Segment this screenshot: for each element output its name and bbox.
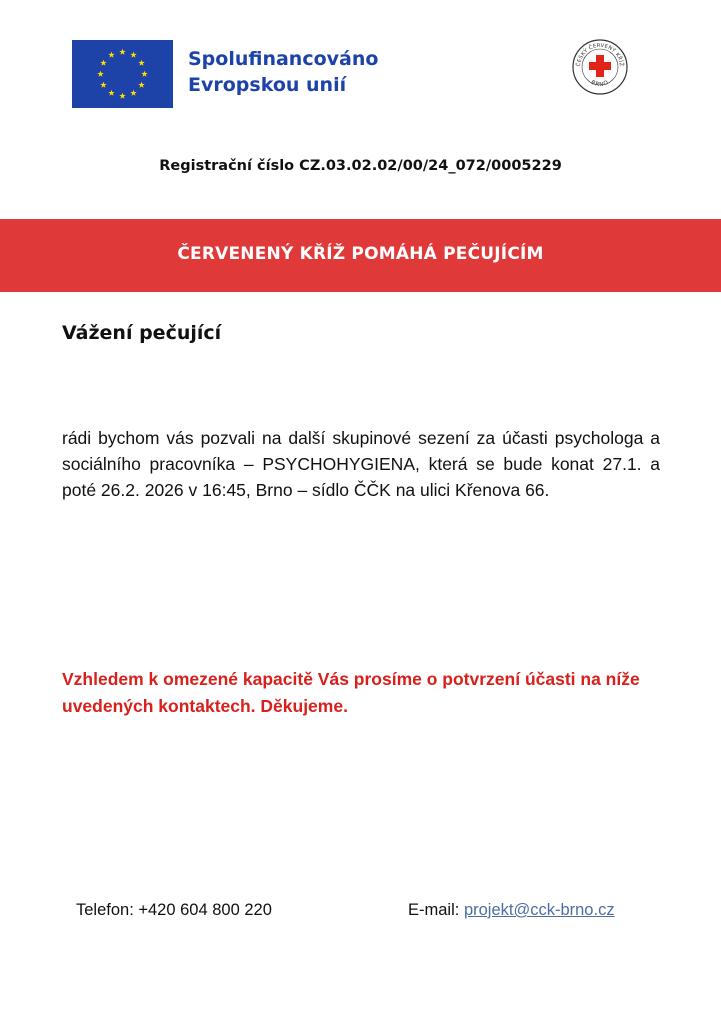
email-link[interactable]: projekt@cck-brno.cz xyxy=(463,901,615,919)
invitation-paragraph: rádi bychom vás pozvali na další skupinové sezení za účasti psychologa a sociálního pracovníka – PSYCHOHYGIENA, která se bude konat 27.1. a poté 26.2. 2026 v 16:45, Brno – sídlo ČČK na ulici Křenova 66. xyxy=(62,428,660,500)
greeting-heading: Vážení pečující xyxy=(62,322,222,344)
eu-logo-line2: Evropskou unií xyxy=(188,74,347,96)
registration-number: Registrační číslo CZ.03.02.02/00/24_072/0005229 xyxy=(159,158,562,174)
eu-cofinancing-logo xyxy=(72,40,392,108)
email-label: E-mail: xyxy=(408,901,460,919)
red-cross-horizontal xyxy=(589,62,611,70)
banner-title: ČERVENENÝ KŘÍŽ POMÁHÁ PEČUJÍCÍM xyxy=(177,244,544,264)
phone-contact: Telefon: +420 604 800 220 xyxy=(76,901,272,919)
contact-footer xyxy=(0,901,721,925)
red-cross-logo xyxy=(571,38,629,96)
svg-text:BRNO: BRNO xyxy=(589,79,611,89)
eu-flag-icon xyxy=(72,40,173,108)
title-banner xyxy=(0,219,721,292)
email-contact xyxy=(408,901,615,920)
capacity-notice: Vzhledem k omezené kapacitě Vás prosíme o potvrzení účasti na níže uvedených kontaktech. Děkujeme. xyxy=(62,669,640,716)
svg-text:ČESKÝ ČERVENÝ KŘÍŽ: ČESKÝ ČERVENÝ KŘÍŽ xyxy=(575,42,625,67)
eu-logo-text xyxy=(188,46,378,98)
eu-logo-line1: Spolufinancováno xyxy=(188,48,379,70)
